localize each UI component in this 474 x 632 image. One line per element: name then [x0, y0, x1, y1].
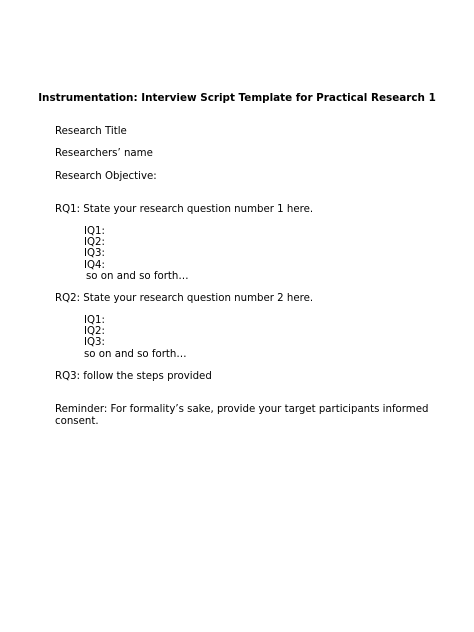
rq2-more: so on and so forth… [84, 349, 187, 360]
rq1-iq2: IQ2: [84, 237, 105, 248]
research-objective-label: Research Objective: [55, 171, 157, 182]
rq3-label: RQ3: follow the steps provided [55, 371, 212, 382]
rq1-label: RQ1: State your research question number 1 here. [55, 204, 314, 215]
rq2-iq1: IQ1: [84, 315, 105, 326]
rq2-iq2: IQ2: [84, 326, 105, 337]
rq2-label: RQ2: State your research question number 2 here. [55, 293, 314, 304]
rq1-more: so on and so forth… [86, 271, 189, 282]
rq1-iq1: IQ1: [84, 226, 105, 237]
research-title-label: Research Title [55, 126, 127, 137]
reminder-text: Reminder: For formality’s sake, provide your target participants informed consent. [55, 404, 429, 427]
rq2-iq3: IQ3: [84, 337, 105, 348]
document-title: Instrumentation: Interview Script Template for Practical Research 1 [38, 92, 436, 104]
rq1-iq3: IQ3: [84, 248, 105, 259]
rq1-iq4: IQ4: [84, 260, 105, 271]
researchers-name-label: Researchers’ name [55, 148, 153, 159]
